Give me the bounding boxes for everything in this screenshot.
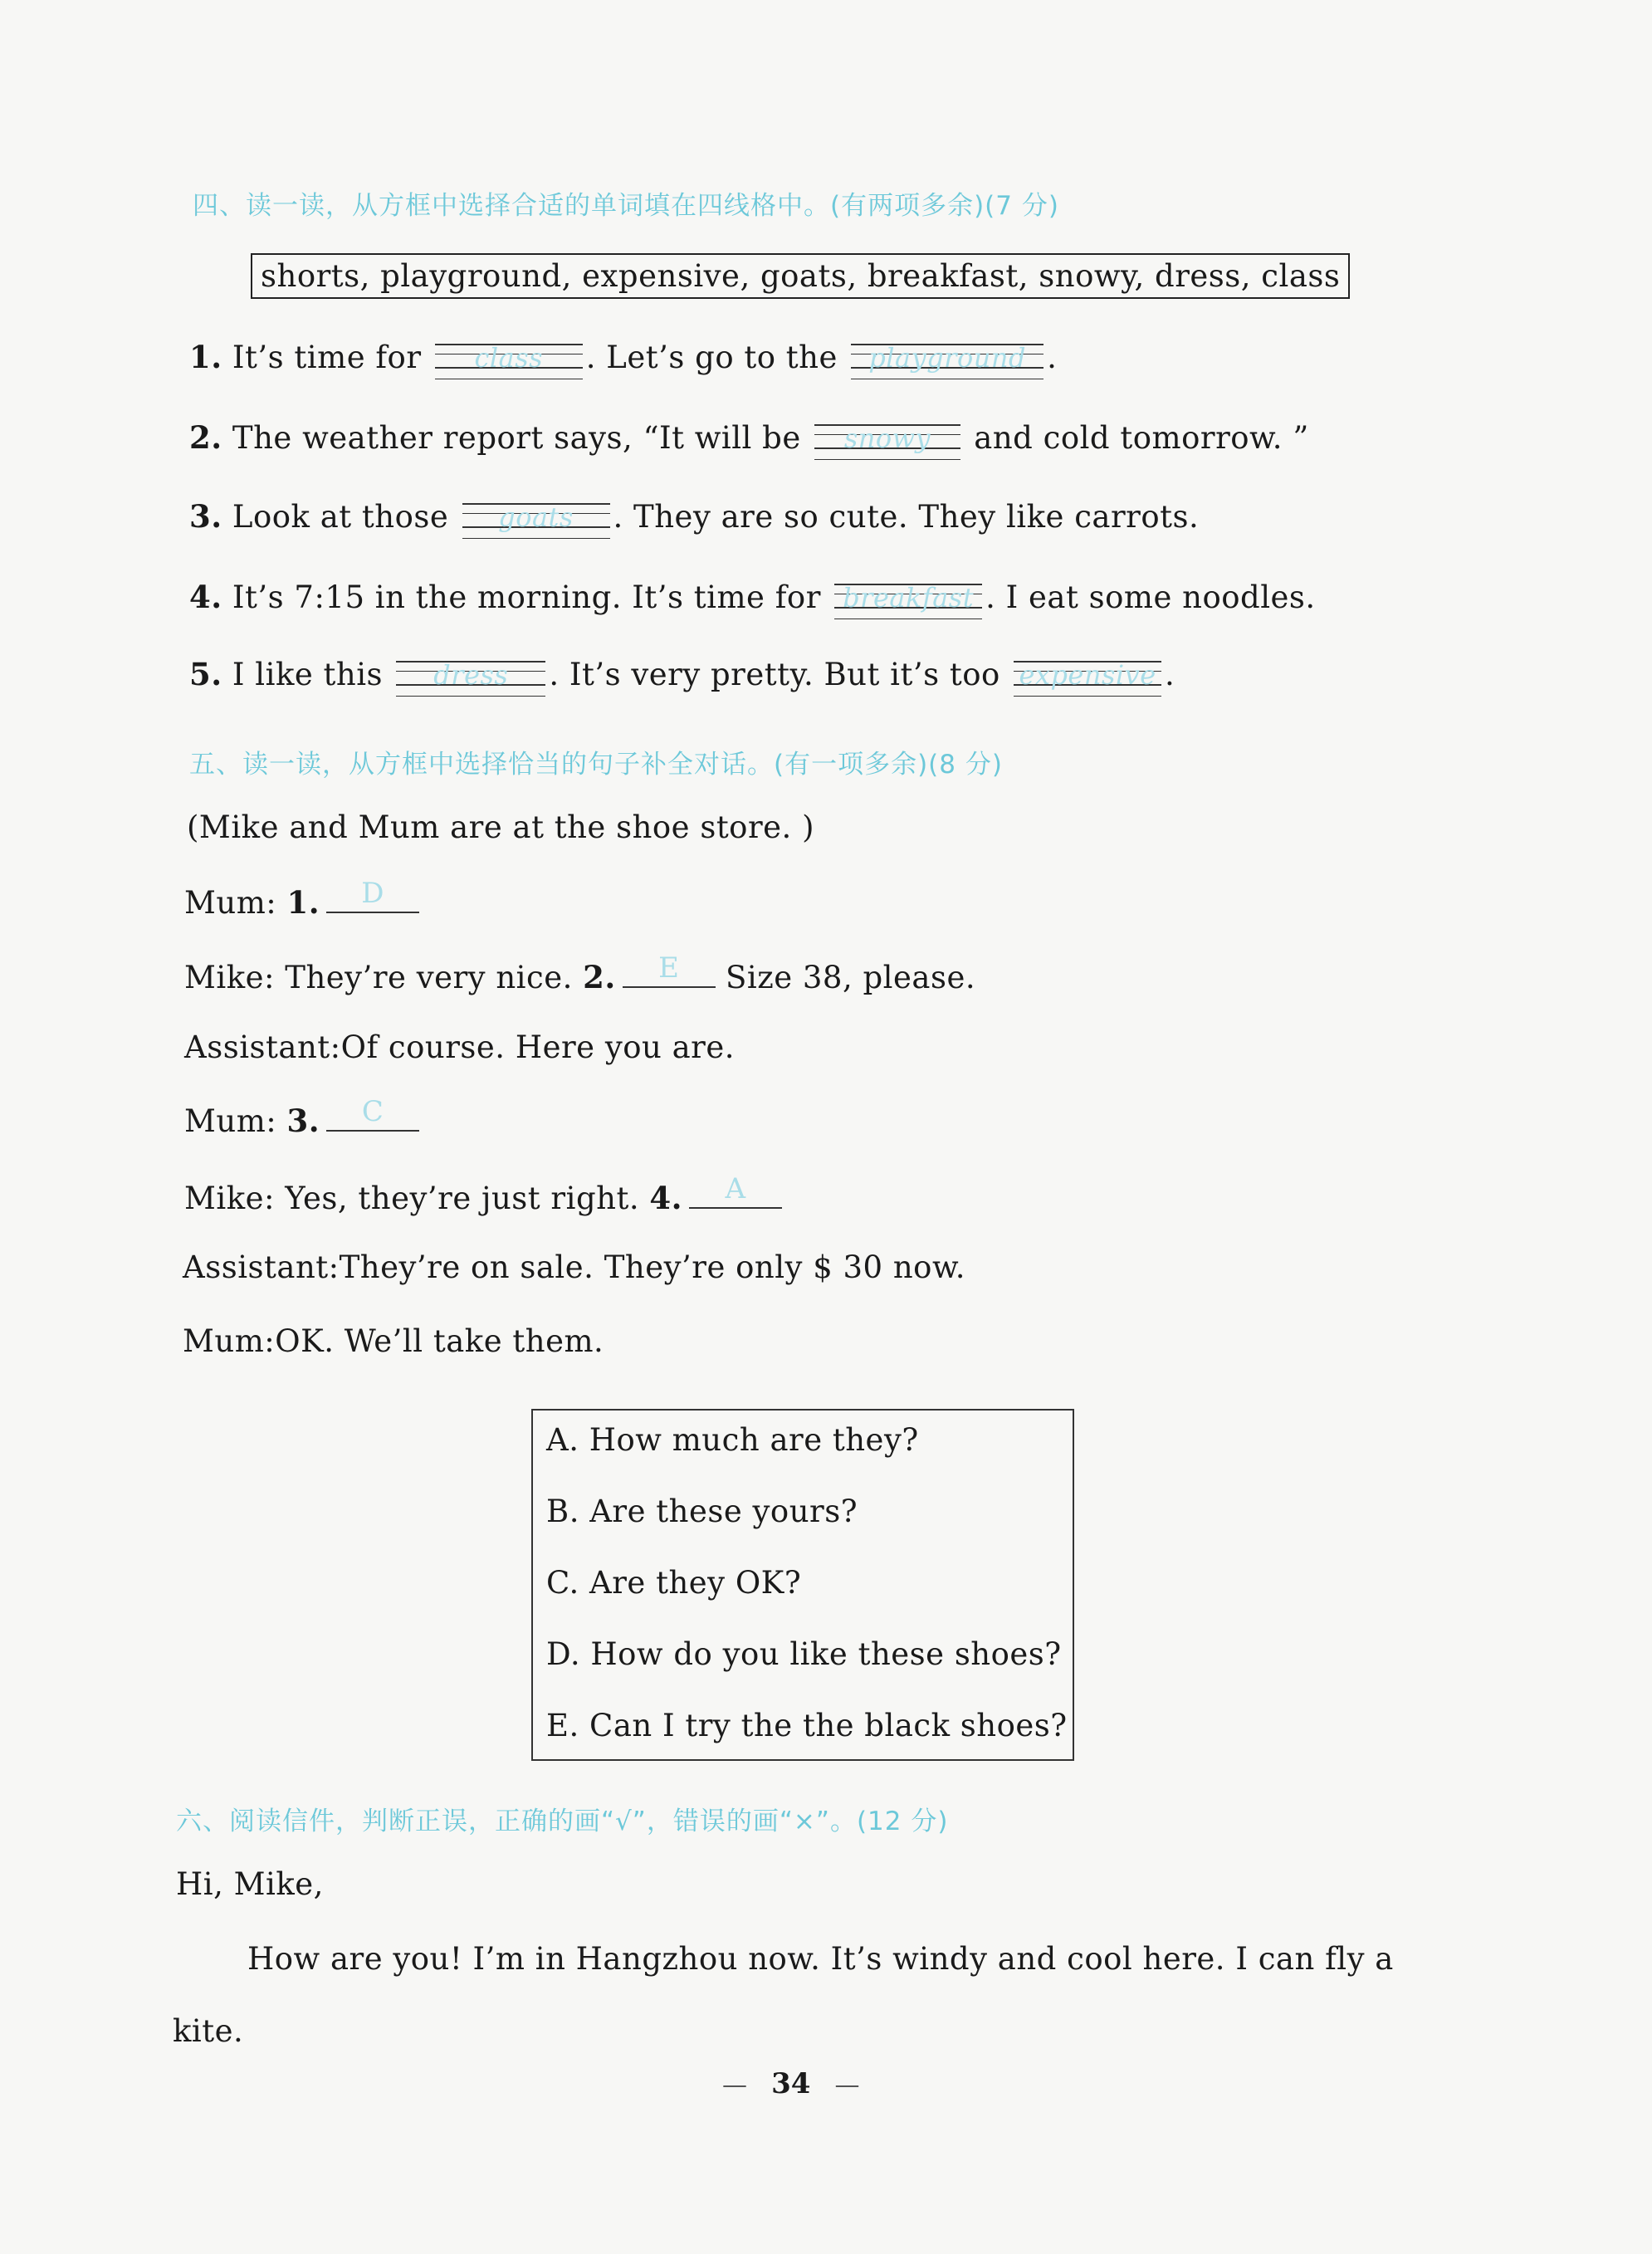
dialogue-line-6 bbox=[183, 1249, 965, 1285]
item-number: 3. bbox=[189, 498, 222, 535]
handwritten-answer: snowy bbox=[843, 422, 931, 454]
answer-blank[interactable] bbox=[326, 1095, 419, 1132]
footer-dash: — bbox=[722, 2071, 747, 2100]
four-line-grid[interactable] bbox=[462, 500, 610, 540]
item-text: . I eat some noodles. bbox=[985, 579, 1316, 615]
four-line-grid[interactable] bbox=[396, 658, 545, 697]
speaker: Mum: bbox=[184, 885, 277, 921]
dialogue-text: Yes, they’re just right. bbox=[285, 1181, 650, 1216]
answer-blank[interactable] bbox=[623, 951, 716, 988]
s4-item-3 bbox=[189, 498, 1199, 540]
answer-blank[interactable] bbox=[689, 1172, 782, 1209]
letter-paragraph-line-2: kite. bbox=[173, 2013, 244, 2049]
dialogue-line-4 bbox=[184, 1095, 419, 1139]
item-text: and cold tomorrow. ” bbox=[964, 420, 1309, 456]
word-box: shorts, playground, expensive, goats, breakfast, snowy, dress, class bbox=[251, 253, 1350, 299]
item-text: The weather report says, “It will be bbox=[232, 420, 811, 456]
dialogue-scene: (Mike and Mum are at the shoe store. ) bbox=[187, 809, 815, 845]
section-4-heading: 四、读一读，从方框中选择合适的单词填在四线格中。(有两项多余)(7 分) bbox=[193, 191, 1059, 221]
page-footer bbox=[722, 2067, 860, 2100]
dialogue-text: Size 38, please. bbox=[715, 960, 976, 995]
dialogue-line-7 bbox=[183, 1323, 604, 1359]
item-text: I like this bbox=[232, 657, 393, 692]
dialogue-text: They’re on sale. They’re only $ 30 now. bbox=[339, 1249, 965, 1285]
option-a: A. How much are they? bbox=[546, 1422, 919, 1458]
options-box bbox=[531, 1409, 1074, 1761]
handwritten-answer: goats bbox=[498, 501, 574, 533]
dialogue-line-3 bbox=[184, 1029, 735, 1065]
s4-item-1 bbox=[189, 339, 1057, 380]
dialogue-text: Of course. Here you are. bbox=[340, 1029, 736, 1065]
page-number: 34 bbox=[771, 2067, 811, 2100]
speaker: Mum: bbox=[183, 1323, 276, 1359]
item-number: 1. bbox=[189, 339, 222, 375]
handwritten-answer: expensive bbox=[1019, 658, 1156, 691]
answer-blank[interactable] bbox=[326, 877, 419, 913]
item-number: 1. bbox=[286, 884, 320, 921]
speaker: Mike: bbox=[184, 960, 276, 995]
dialogue-text: OK. We’ll take them. bbox=[275, 1323, 604, 1359]
item-number: 2. bbox=[189, 419, 222, 456]
item-text: Look at those bbox=[232, 499, 459, 535]
four-line-grid[interactable] bbox=[851, 340, 1043, 380]
handwritten-answer: playground bbox=[868, 341, 1026, 374]
option-c: C. Are they OK? bbox=[546, 1565, 802, 1601]
handwritten-answer: D bbox=[361, 877, 385, 910]
option-b: B. Are these yours? bbox=[546, 1494, 858, 1529]
item-text: It’s 7:15 in the morning. It’s time for bbox=[232, 579, 832, 615]
handwritten-answer: dress bbox=[433, 658, 509, 691]
item-number: 4. bbox=[649, 1180, 682, 1216]
footer-dash: — bbox=[834, 2071, 860, 2100]
option-e: E. Can I try the the black shoes? bbox=[546, 1708, 1068, 1743]
item-text: . They are so cute. They like carrots. bbox=[613, 499, 1200, 535]
item-number: 3. bbox=[286, 1103, 320, 1139]
s4-item-2 bbox=[189, 419, 1309, 461]
handwritten-answer: E bbox=[658, 951, 680, 985]
item-text: It’s time for bbox=[232, 340, 432, 375]
item-text: . bbox=[1047, 340, 1058, 375]
section-6-heading: 六、阅读信件，判断正误，正确的画“√”，错误的画“×”。(12 分) bbox=[176, 1807, 949, 1836]
item-number: 4. bbox=[189, 579, 222, 615]
speaker: Assistant: bbox=[184, 1029, 341, 1065]
dialogue-line-1 bbox=[184, 877, 419, 921]
handwritten-answer: class bbox=[474, 341, 544, 374]
s4-item-4 bbox=[189, 579, 1316, 620]
letter-greeting: Hi, Mike, bbox=[176, 1866, 324, 1902]
four-line-grid[interactable] bbox=[1014, 658, 1161, 697]
four-line-grid[interactable] bbox=[435, 340, 583, 380]
item-number: 2. bbox=[583, 959, 616, 995]
letter-paragraph-line-1: How are you! I’m in Hangzhou now. It’s windy and cool here. I can fly a bbox=[247, 1941, 1394, 1977]
item-text: . bbox=[1165, 657, 1175, 692]
four-line-grid[interactable] bbox=[834, 580, 982, 620]
s4-item-5 bbox=[189, 656, 1175, 697]
speaker: Mike: bbox=[184, 1181, 276, 1216]
dialogue-text: They’re very nice. bbox=[285, 960, 584, 995]
handwritten-answer: breakfast bbox=[843, 581, 975, 614]
speaker: Assistant: bbox=[183, 1249, 340, 1285]
handwritten-answer: A bbox=[725, 1172, 746, 1205]
item-text: . It’s very pretty. But it’s too bbox=[549, 657, 1011, 692]
handwritten-answer: C bbox=[361, 1095, 384, 1128]
dialogue-line-5 bbox=[184, 1172, 782, 1216]
item-number: 5. bbox=[189, 656, 222, 692]
section-5-heading: 五、读一读，从方框中选择恰当的句子补全对话。(有一项多余)(8 分) bbox=[189, 750, 1003, 780]
speaker: Mum: bbox=[184, 1103, 277, 1139]
four-line-grid[interactable] bbox=[814, 421, 960, 461]
item-text: . Let’s go to the bbox=[585, 340, 848, 375]
option-d: D. How do you like these shoes? bbox=[546, 1636, 1062, 1672]
dialogue-line-2 bbox=[184, 951, 976, 995]
